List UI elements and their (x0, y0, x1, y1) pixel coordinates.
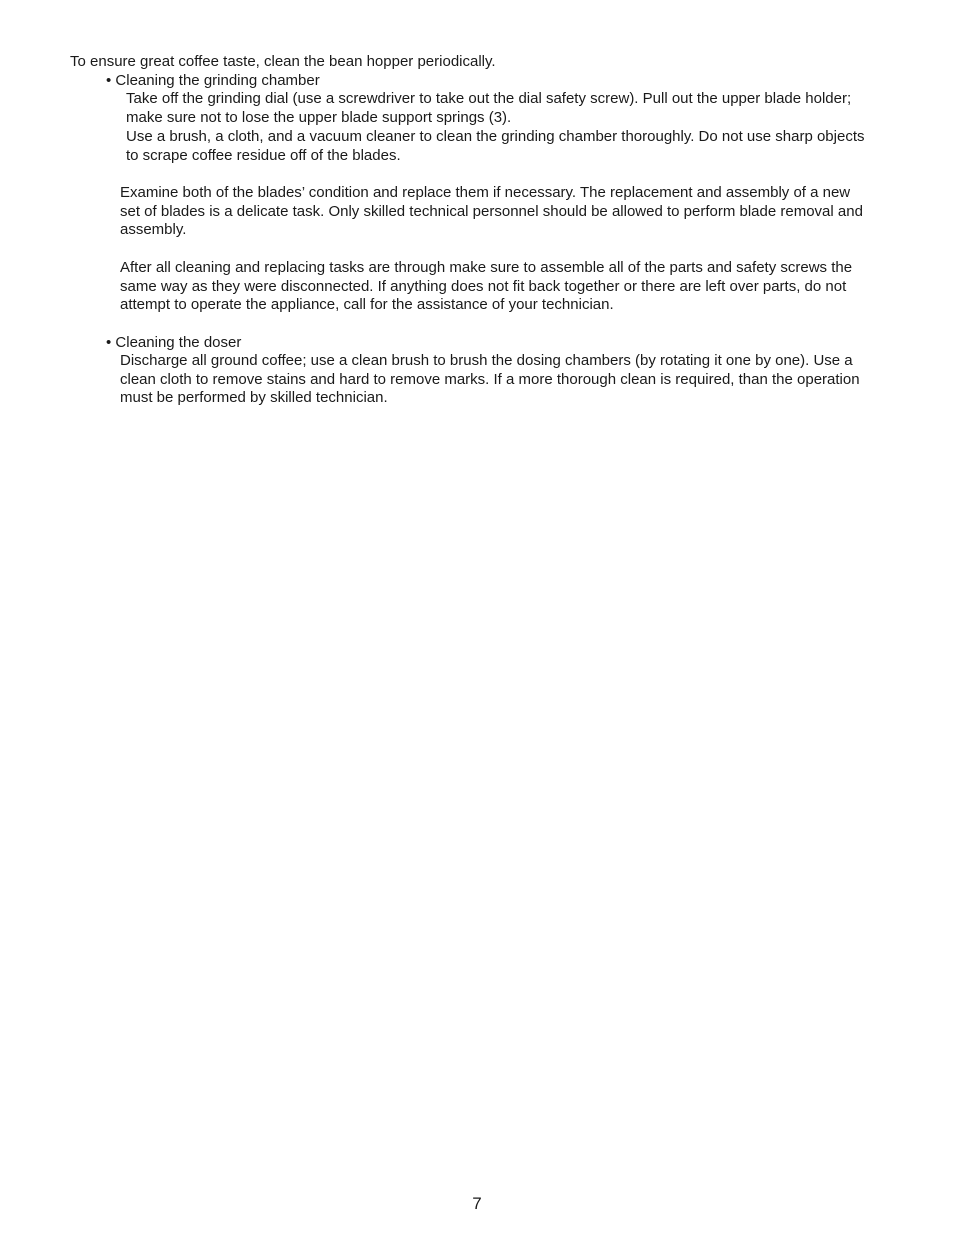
grinding-chamber-paragraph: Use a brush, a cloth, and a vacuum cleaner to clean the grinding chamber thoroughly. Do not use sharp objects to scrape coffee residue off of the blades. (126, 128, 865, 164)
doser-paragraph: Discharge all ground coffee; use a clean brush to brush the dosing chambers (by rotating it one by one). Use a clean cloth to remove stains and hard to remove marks. If a more thorough clean is required, than the operation must be performed by skilled technician. (120, 352, 860, 407)
page-number: 7 (472, 1194, 482, 1213)
intro-text: To ensure great coffee taste, clean the bean hopper periodically. (70, 53, 496, 70)
section-heading-doser: • Cleaning the doser (106, 334, 242, 351)
grinding-chamber-paragraph: After all cleaning and replacing tasks are through make sure to assemble all of the parts and safety screws the same way as they were disconnected. If anything does not fit back together or there are left over parts, do not attempt to operate the appliance, call for the assistance of your technician. (120, 259, 853, 314)
grinding-chamber-paragraph: Examine both of the blades’ condition and replace them if necessary. The replacement and assembly of a new set of blades is a delicate task. Only skilled technical personnel should be allowed to perform blade removal and assembly. (120, 184, 863, 239)
grinding-chamber-paragraph: Take off the grinding dial (use a screwdriver to take out the dial safety screw). Pull out the upper blade holder; make sure not to lose the upper blade support springs (3). (126, 90, 852, 126)
section-heading-grinding-chamber: • Cleaning the grinding chamber (106, 72, 320, 89)
